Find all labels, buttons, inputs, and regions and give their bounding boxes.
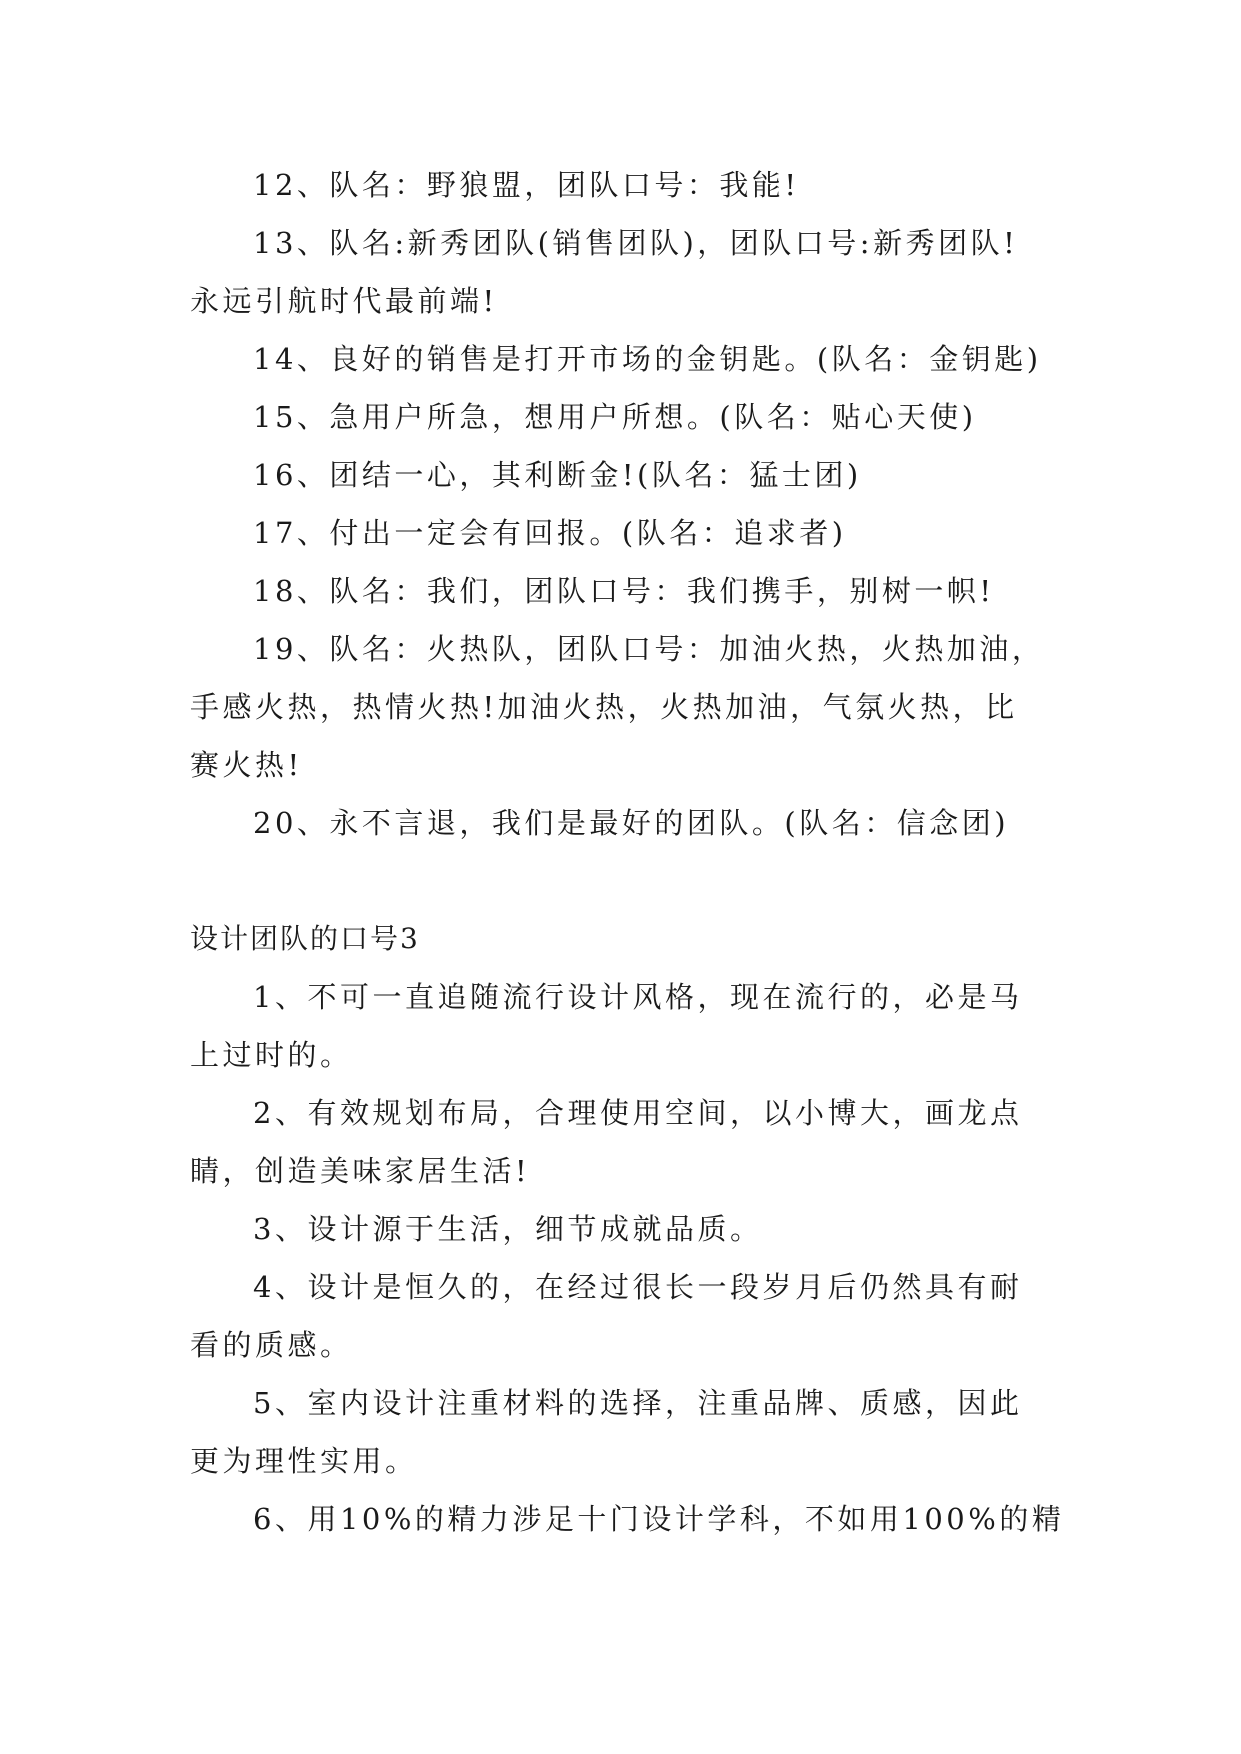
- paragraph-line: 手感火热，热情火热!加油火热，火热加油，气氛火热，比: [190, 690, 1018, 724]
- paragraph-line: 赛火热!: [190, 748, 303, 782]
- paragraph-line: 18、队名：我们，团队口号：我们携手，别树一帜!: [253, 574, 995, 608]
- paragraph-line: 2、有效规划布局，合理使用空间，以小博大，画龙点: [253, 1096, 1023, 1130]
- paragraph-line: 16、团结一心，其利断金!(队名：猛士团): [253, 458, 862, 492]
- paragraph-line: 1、不可一直追随流行设计风格，现在流行的，必是马: [253, 980, 1023, 1014]
- paragraph-line: 看的质感。: [190, 1328, 353, 1362]
- paragraph-line: 5、室内设计注重材料的选择，注重品牌、质感，因此: [253, 1386, 1023, 1420]
- paragraph-line: 19、队名：火热队，团队口号：加油火热，火热加油，: [253, 632, 1045, 666]
- paragraph-line: 3、设计源于生活，细节成就品质。: [253, 1212, 763, 1246]
- paragraph-line: 睛，创造美味家居生活!: [190, 1154, 531, 1188]
- paragraph-line: 13、队名:新秀团队(销售团队)，团队口号:新秀团队!: [253, 226, 1019, 260]
- paragraph-line: 更为理性实用。: [190, 1444, 418, 1478]
- paragraph-line: 12、队名：野狼盟，团队口号：我能!: [253, 168, 800, 202]
- paragraph-line: 4、设计是恒久的，在经过很长一段岁月后仍然具有耐: [253, 1270, 1023, 1304]
- paragraph-line: 17、付出一定会有回报。(队名：追求者): [253, 516, 847, 550]
- paragraph-line: 14、良好的销售是打开市场的金钥匙。(队名：金钥匙): [253, 342, 1042, 376]
- paragraph-line: 上过时的。: [190, 1038, 353, 1072]
- paragraph-line: 20、永不言退，我们是最好的团队。(队名：信念团): [253, 806, 1010, 840]
- section-heading: 设计团队的口号3: [190, 922, 420, 955]
- paragraph-line: 15、急用户所急，想用户所想。(队名：贴心天使): [253, 400, 977, 434]
- paragraph-line: 6、用10%的精力涉足十门设计学科，不如用100%的精: [253, 1502, 1065, 1536]
- paragraph-line: 永远引航时代最前端!: [190, 284, 498, 318]
